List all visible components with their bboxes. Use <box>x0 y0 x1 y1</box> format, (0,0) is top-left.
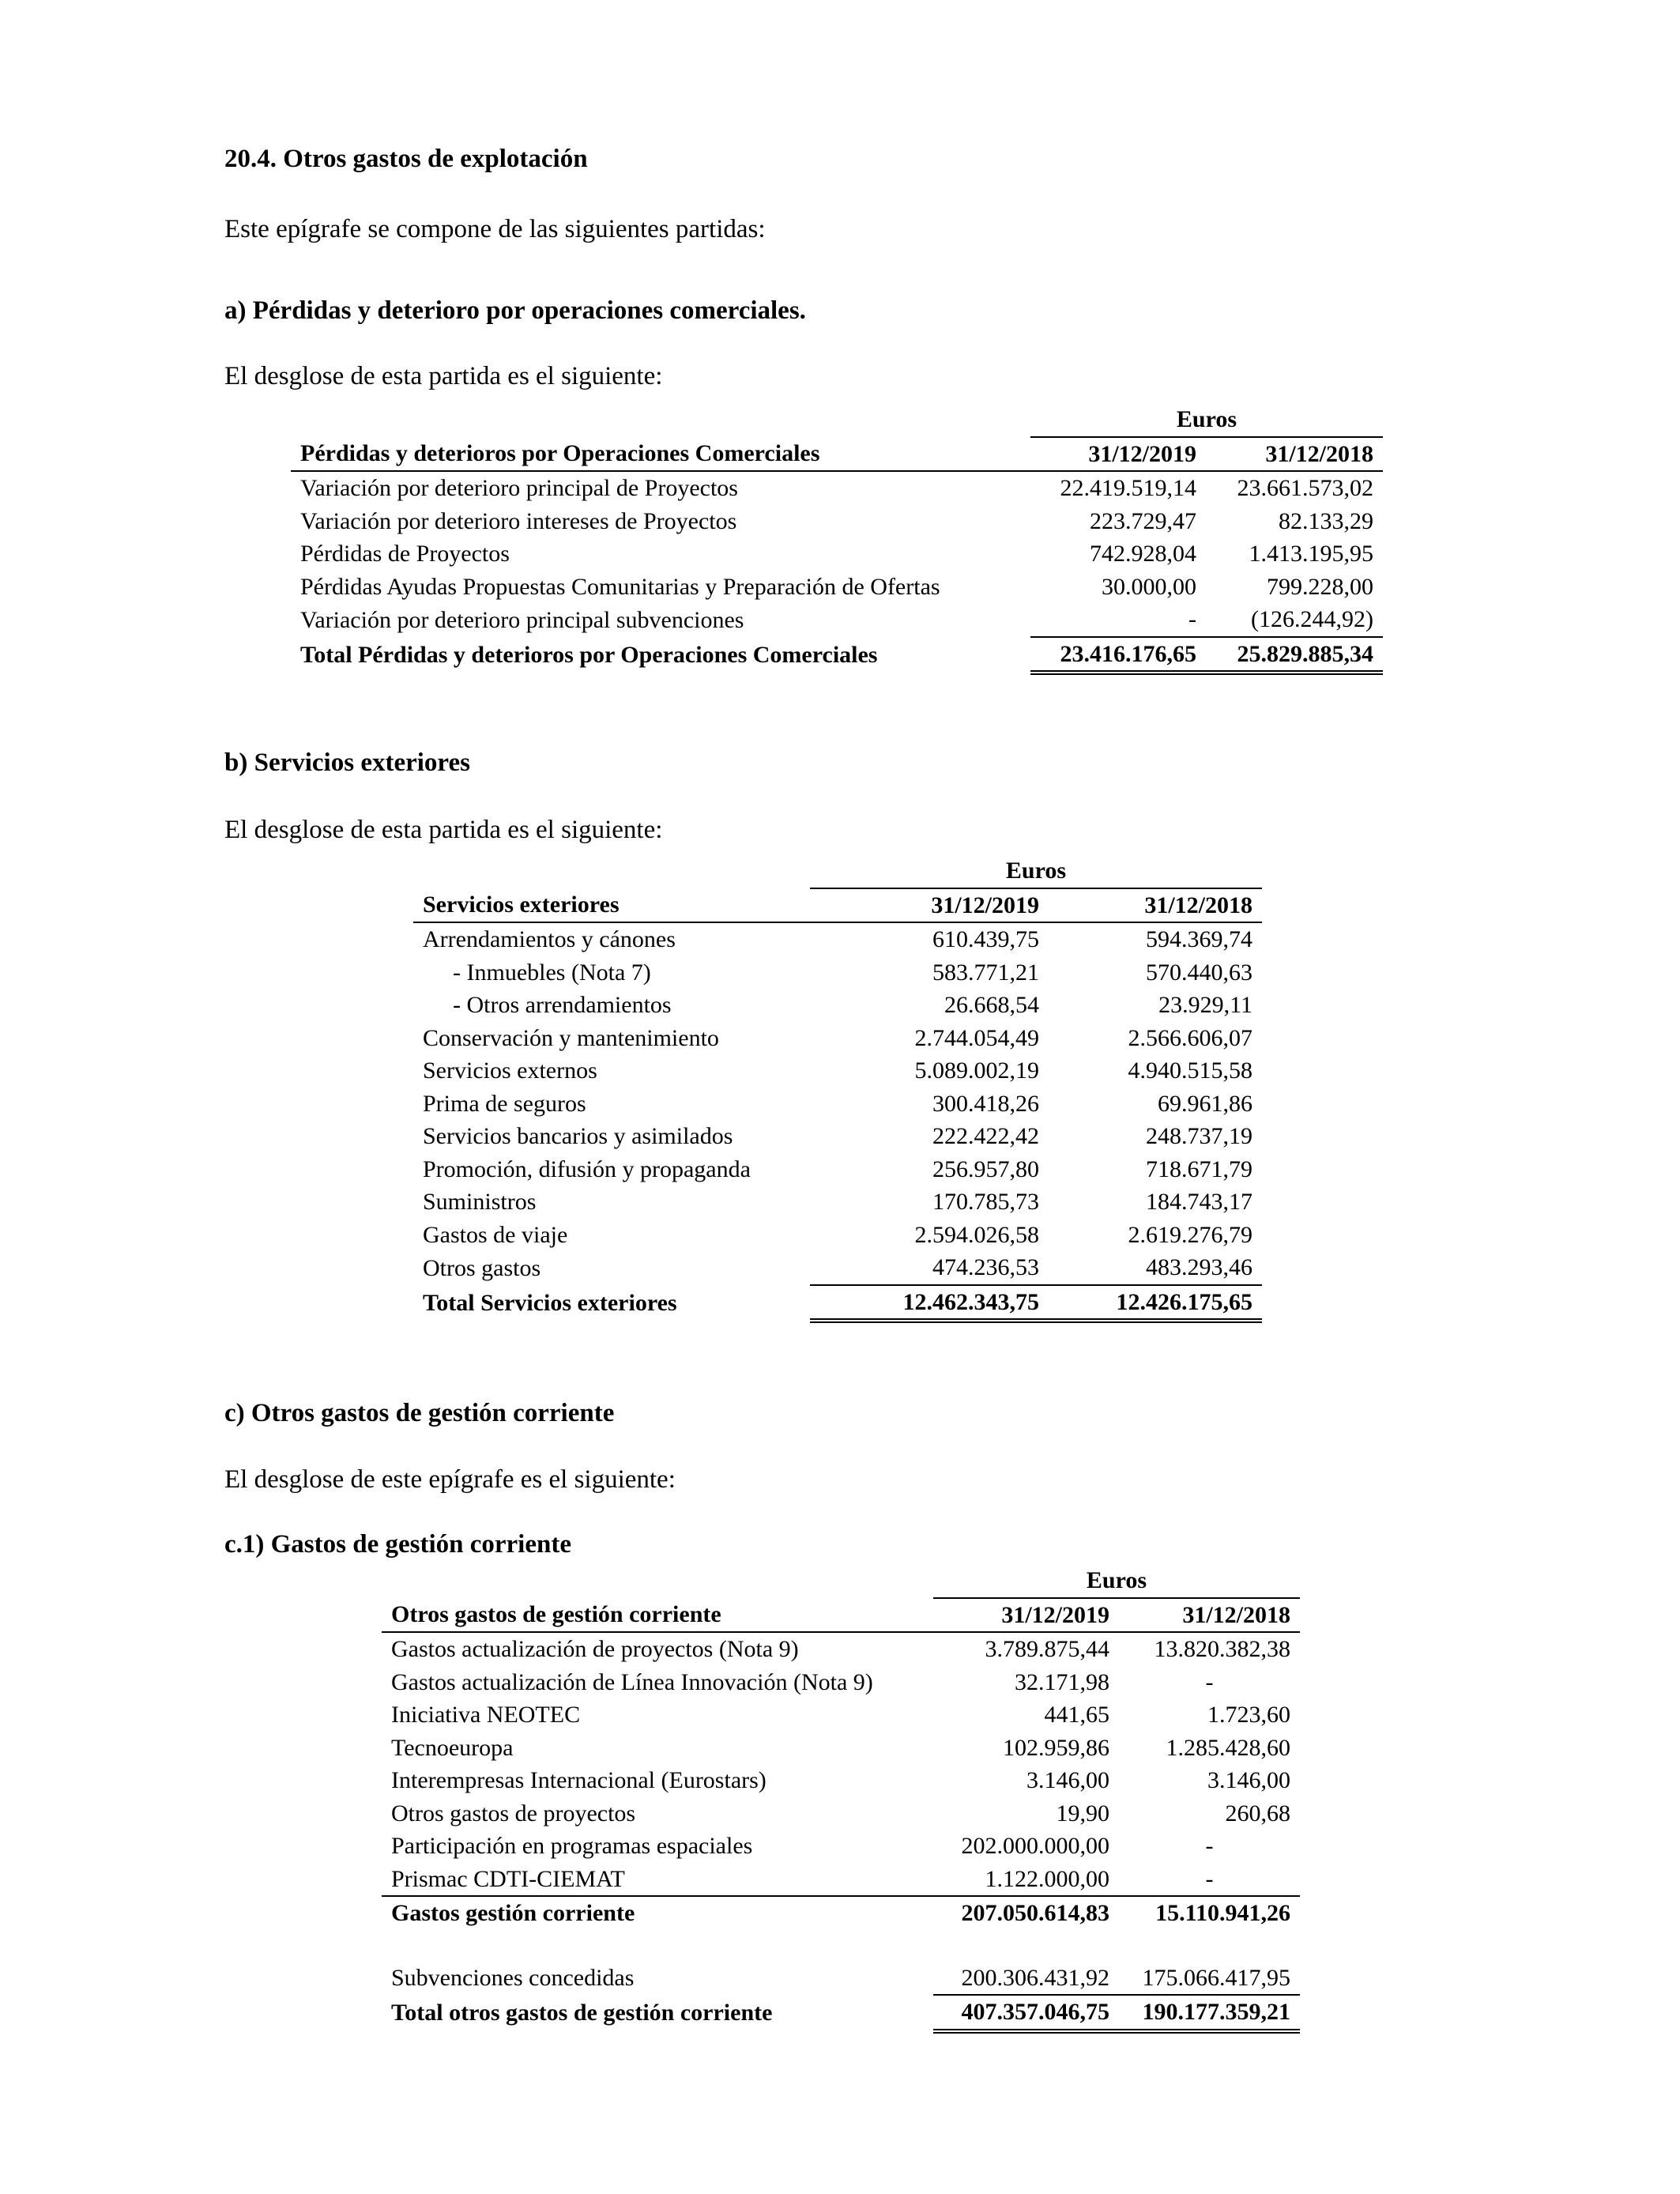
table-servicios-exteriores <box>413 854 1262 1323</box>
table-row: Participación en programas espaciales 202.000.000,00 - <box>391 1833 1214 1859</box>
table-row: Otros gastos 474.236,53 483.293,46 <box>423 1254 1252 1281</box>
table-c-unit: Euros <box>933 1564 1300 1598</box>
section-a-title: a) Pérdidas y deterioro por operaciones comerciales. <box>224 296 806 325</box>
table-row: Pérdidas de Proyectos 742.928,04 1.413.195,95 <box>300 541 1373 567</box>
table-a-col-2018: 31/12/2018 <box>1206 437 1383 472</box>
table-row: Pérdidas Ayudas Propuestas Comunitarias y Preparación de Ofertas 30.000,00 799.228,00 <box>300 573 1373 600</box>
table-a-col-label: Pérdidas y deterioros por Operaciones Comerciales <box>291 437 1030 472</box>
table-row: Promoción, difusión y propaganda 256.957,80 718.671,79 <box>423 1155 1252 1182</box>
intro-text: Este epígrafe se compone de las siguientes partidas: <box>224 215 766 243</box>
section-c-title: c) Otros gastos de gestión corriente <box>224 1399 615 1427</box>
table-b-col-label: Servicios exteriores <box>413 888 810 923</box>
table-row: Arrendamientos y cánones 610.439,75 594.369,74 <box>423 926 1252 952</box>
table-row: Variación por deterioro principal subvenciones - (126.244,92) <box>300 606 1373 633</box>
table-row: Prima de seguros 300.418,26 69.961,86 <box>423 1090 1252 1117</box>
table-row: - Otros arrendamientos 26.668,54 23.929,11 <box>453 992 1252 1018</box>
table-perdidas-deterioros <box>291 403 1383 675</box>
table-row: Subvenciones concedidas 200.306.431,92 175.066.417,95 <box>391 1964 1290 1991</box>
table-row: Tecnoeuropa 102.959,86 1.285.428,60 <box>391 1734 1290 1761</box>
table-row: Iniciativa NEOTEC 441,65 1.723,60 <box>391 1702 1290 1728</box>
table-total-row: Total Pérdidas y deterioros por Operaciones Comerciales 23.416.176,65 25.829.885,34 <box>291 637 1383 673</box>
table-row: Servicios externos 5.089.002,19 4.940.515,58 <box>423 1057 1252 1084</box>
table-c-col-label: Otros gastos de gestión corriente <box>382 1598 933 1633</box>
table-b-unit: Euros <box>810 854 1262 888</box>
section-title: 20.4. Otros gastos de explotación <box>224 145 588 173</box>
section-b-title: b) Servicios exteriores <box>224 748 470 777</box>
table-row: - Inmuebles (Nota 7) 583.771,21 570.440,63 <box>453 959 1252 986</box>
table-row: Gastos actualización de Línea Innovación (Nota 9) 32.171,98 - <box>391 1668 1214 1695</box>
table-row: Otros gastos de proyectos 19,90 260,68 <box>391 1800 1290 1826</box>
section-c-intro: El desglose de este epígrafe es el siguiente: <box>224 1465 676 1494</box>
table-row: Suministros 170.785,73 184.743,17 <box>423 1189 1252 1215</box>
table-gastos-gestion-corriente <box>382 1564 1300 2034</box>
table-row: Servicios bancarios y asimilados 222.422,42 248.737,19 <box>423 1123 1252 1149</box>
table-row: Prismac CDTI-CIEMAT 1.122.000,00 - <box>391 1865 1214 1892</box>
table-row: Variación por deterioro intereses de Proyectos 223.729,47 82.133,29 <box>300 507 1373 534</box>
section-c1-subtitle: c.1) Gastos de gestión corriente <box>224 1530 571 1559</box>
table-b-col-2019: 31/12/2019 <box>810 888 1049 923</box>
table-total-row: Total Servicios exteriores 12.462.343,75 12.426.175,65 <box>413 1285 1262 1321</box>
table-a-col-2019: 31/12/2019 <box>1030 437 1206 472</box>
table-subtotal-row: Gastos gestión corriente 207.050.614,83 15.110.941,26 <box>382 1896 1300 1930</box>
table-a-unit: Euros <box>1030 403 1383 437</box>
table-total-row: Total otros gastos de gestión corriente 407.357.046,75 190.177.359,21 <box>382 1995 1300 2031</box>
table-row: Conservación y mantenimiento 2.744.054,49 2.566.606,07 <box>423 1024 1252 1051</box>
section-b-intro: El desglose de esta partida es el siguiente: <box>224 816 663 844</box>
table-row: Gastos actualización de proyectos (Nota 9) 3.789.875,44 13.820.382,38 <box>391 1636 1290 1662</box>
table-b-col-2018: 31/12/2018 <box>1049 888 1262 923</box>
table-row: Variación por deterioro principal de Proyectos 22.419.519,14 23.661.573,02 <box>300 475 1373 501</box>
table-row: Interempresas Internacional (Eurostars) 3.146,00 3.146,00 <box>391 1767 1290 1793</box>
table-c-col-2019: 31/12/2019 <box>933 1598 1119 1633</box>
table-c-col-2018: 31/12/2018 <box>1119 1598 1300 1633</box>
section-a-intro: El desglose de esta partida es el siguiente: <box>224 362 663 390</box>
table-row: Gastos de viaje 2.594.026,58 2.619.276,79 <box>423 1221 1252 1248</box>
